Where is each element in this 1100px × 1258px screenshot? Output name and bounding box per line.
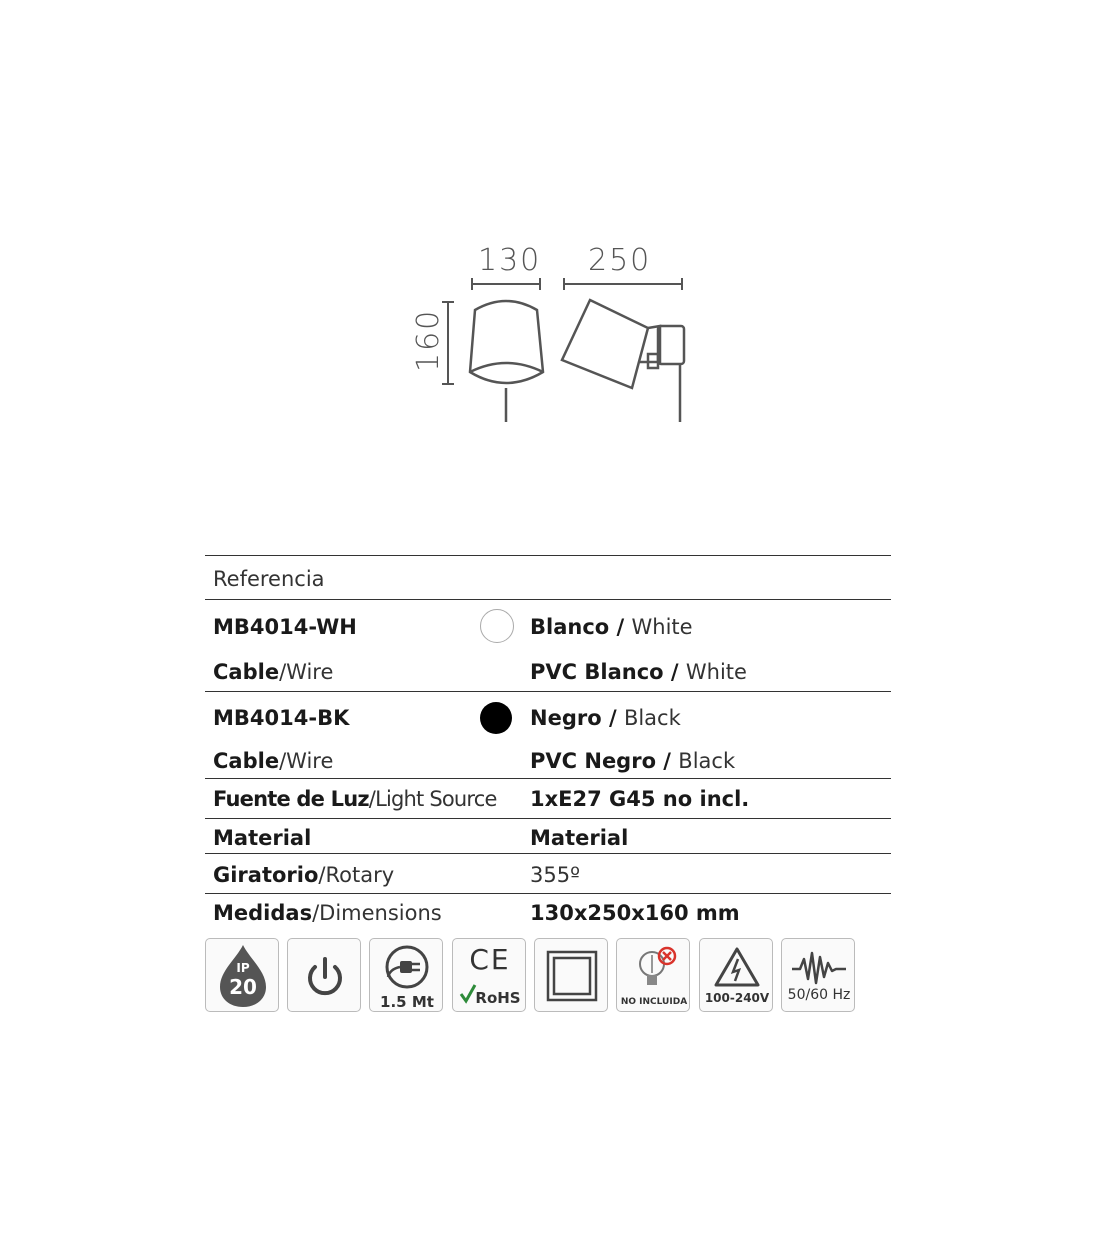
- light-source-label: Fuente de Luz/Light Source: [213, 787, 497, 811]
- class-ii-icon: [534, 938, 608, 1012]
- height-dimension: 160: [411, 308, 446, 372]
- front-view: [470, 301, 543, 422]
- cable-label: Cable/Wire: [213, 749, 334, 773]
- divider: [205, 853, 891, 854]
- ip20-icon: IP 20: [205, 938, 279, 1012]
- dimensions-label: Medidas/Dimensions: [213, 901, 442, 925]
- variant-color: Blanco / White: [530, 615, 693, 639]
- cable-value: PVC Blanco / White: [530, 660, 747, 684]
- divider: [205, 691, 891, 692]
- ce-rohs-icon: CE RoHS: [452, 938, 526, 1012]
- divider: [205, 893, 891, 894]
- variant-color: Negro / Black: [530, 706, 681, 730]
- rotary-value: 355º: [530, 863, 580, 887]
- certification-icons: [205, 938, 865, 1016]
- divider: [205, 599, 891, 600]
- bulb-not-included-icon: NO INCLUIDA: [616, 938, 690, 1012]
- reference-label: Referencia: [213, 567, 325, 591]
- voltage-warning-icon: 100-240V: [699, 938, 773, 1012]
- white-color-swatch: [480, 609, 514, 643]
- divider: [205, 778, 891, 779]
- width-dimension: 130: [478, 243, 542, 278]
- frequency-wave-icon: 50/60 Hz: [781, 938, 855, 1012]
- rotary-label: Giratorio/Rotary: [213, 863, 395, 887]
- dimensions-value: 130x250x160 mm: [530, 901, 740, 925]
- variant-code: MB4014-BK: [213, 706, 350, 730]
- material-label: Material: [213, 826, 312, 850]
- power-switch-icon: [287, 938, 361, 1012]
- length-dimension: 250: [588, 243, 652, 278]
- divider: [205, 555, 891, 556]
- divider: [205, 818, 891, 819]
- cable-label: Cable/Wire: [213, 660, 334, 684]
- variant-code: MB4014-WH: [213, 615, 357, 639]
- material-value: Material: [530, 826, 629, 850]
- light-source-value: 1xE27 G45 no incl.: [530, 787, 750, 811]
- black-color-swatch: [480, 702, 512, 734]
- technical-drawing: [400, 230, 700, 430]
- cable-value: PVC Negro / Black: [530, 749, 736, 773]
- cable-plug-icon: 1.5 Mt: [369, 938, 443, 1012]
- side-view: [562, 300, 684, 422]
